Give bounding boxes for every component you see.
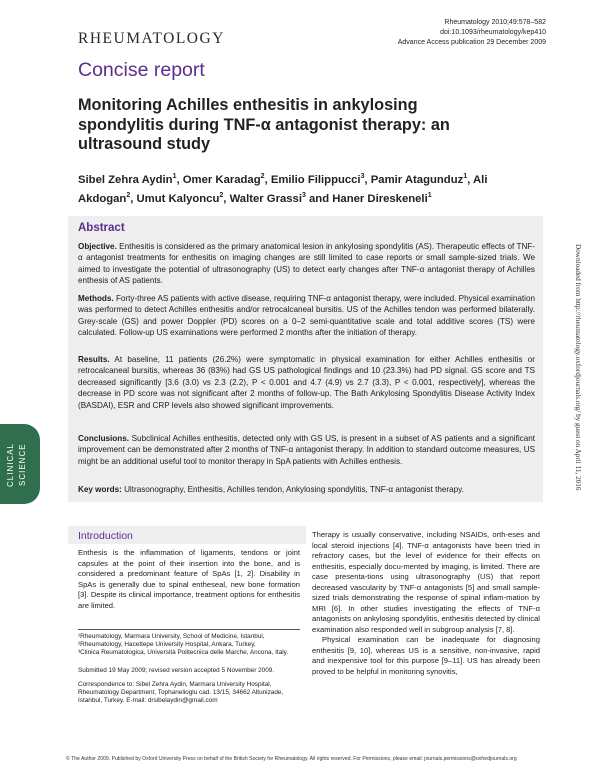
journal-name: RHEUMATOLOGY <box>78 30 225 47</box>
abstract-heading: Abstract <box>78 222 125 234</box>
submission-dates: Submitted 19 May 2009; revised version accepted 5 November 2009. <box>78 667 275 674</box>
body-paragraph: Physical examination can be inadequate for diagnosing enthesitis [9, 10], whereas US is a sensitive, non-invasive, rapid and inexpensive tool for this purpose [9–11]. US has already been proved to be helpful in monitoring synovitis, <box>312 635 540 676</box>
author-list: Sibel Zehra Aydin$^1$, Omer Karadag$^2$, Emilio Filippucci$^3$, Pamir Atagunduz$^1$, Ali Akdogan$^2$, Umut Kalyoncu$^2$, Walter Grassi$^3$ and Haner Direskeneli$^1$ <box>78 173 488 205</box>
author: Walter Grassi$^3$ <box>229 191 306 205</box>
author: Umut Kalyoncu$^2$ <box>136 191 224 205</box>
section-tab-label: CLINICAL SCIENCE <box>6 443 27 488</box>
right-column-text <box>312 530 540 677</box>
footnote-divider <box>78 629 300 630</box>
author: Haner Direskeneli$^1$ <box>332 191 432 205</box>
abstract-objective: Objective. Enthesitis is considered as the primary anatomical lesion in ankylosing spondylitis (AS). Therapeutic effects of TNF-α antagonist treatments for enthesitis on imaging changes are still limited to case reports or small sample-sized trials. We aimed to investigate the potential of ultrasonography (US) to detect early changes after TNF-α antagonist therapy of Achilles enthesis of AS patients. <box>78 242 535 286</box>
copyright-line: © The Author 2009. Published by Oxford University Press on behalf of the British Society for Rheumatology. All rights reserved. For Permissions, please email: journals.permissions@oxfordjournals.org <box>66 756 517 762</box>
author: Omer Karadag$^2$ <box>182 173 265 186</box>
abstract-results: Results. At baseline, 11 patients (26.2%) were symptomatic in physical examination for either Achilles enthesitis or retrocalcaneal bursitis, whereas 36 (83%) had GS US pathological findings and 10 (23.3%) had PD signal. GS score and TS decreased significantly [3.6 (3.0) vs 2.3 (2.2), P < 0.001 and 4.7 (4.9) vs 2.7 (3.3), P < 0.001, respectively], whereas the decrease in PD score was not significant after 2 months of follow-up. The Bath Ankylosing Spondylitis Disease Activity Index (BASDAI), ESR and CRP levels also showed significant improvements. <box>78 355 535 410</box>
correspondence: Correspondence to: Sibel Zehra Aydin, Marmara University Hospital, Rheumatology Department, Tophanelioglu cad. 13/15, 34662 Altunizade, Istanbul, Turkey. E-mail: drsibelaydin@gmail.com <box>78 681 284 705</box>
author: Sibel Zehra Aydin$^1$ <box>78 173 177 186</box>
introduction-heading: Introduction <box>78 530 133 542</box>
abstract-methods: Methods. Forty-three AS patients with active disease, requiring TNF-α antagonist therapy, were included. Physical examination was performed to detect Achilles enthesitis and/or retrocalcaneal bursitis. US of the Achilles tendon was performed bilaterally. Grey-scale (GS) and power Doppler (PD) scores on a 0–2 semi-quantitative scale and total additive scores (TS) were calculated. Follow-up US examinations were performed 2 months after the initiation of therapy. <box>78 294 535 338</box>
abstract-keywords: Key words: Ultrasonography, Enthesitis, Achilles tendon, Ankylosing spondylitis, TNF-α antagonist therapy. <box>78 485 464 494</box>
article-title: Monitoring Achilles enthesitis in ankylosing spondylitis during TNF-α antagonist therapy: an ultrasound study <box>78 96 450 153</box>
affiliation: ¹Rheumatology, Marmara University, School of Medicine, Istanbul, <box>78 633 265 640</box>
body-paragraph: Therapy is usually conservative, including NSAIDs, orth-eses and local steroid injections [4]. TNF-α antagonists have been tried in refractory cases, but the level of evidence for their effects on enthesitis, especially docu-mented by imaging, is limited. There are case presenta-tions using ultrasonography (US) that report decreased vascularity by TNF-α antagonists [5] and small sample-sized trials demonstrating the response of spinal inflam-mation by MRI [6]. In other studies investigating the effects of TNF-α antagonists on ankylosing spondylitis, enthesitis detected by clinical examination also responded well in subgroup analysis [7, 8]. <box>312 530 540 634</box>
citation-line: Rheumatology 2010;49:578–582 <box>444 19 546 26</box>
doi-line[interactable]: doi:10.1093/rheumatology/kep410 <box>440 29 546 36</box>
introduction-text: Enthesis is the inflammation of ligaments, tendons or joint capsules at the point of their insertion into the bone, and is considered a predominant feature of SpAs [1, 2]. Disability in SpAs is generally due to spinal entheseal, new bone formation [3]. Despite its clinical importance, treatment options for enthesitis are limited. <box>78 548 300 610</box>
author: Pamir Atagunduz$^1$ <box>370 173 468 186</box>
abstract-conclusions: Conclusions. Subclinical Achilles enthesitis, detected only with GS US, is present in a subset of AS patients and a significant improvement can be demonstrated after 2 months of TNF-α antagonist therapy. In addition to standard outcome measures, US might be an additional useful tool to monitor therapy in SpA patients with Achilles enthesis. <box>78 434 535 466</box>
author: Emilio Filippucci$^3$ <box>270 173 365 186</box>
article-type: Concise report <box>78 59 205 81</box>
affiliation-list <box>78 633 300 658</box>
download-note: Downloaded from http://rheumatology.oxfordjournals.org/ by guest on April 11, 2016 <box>574 244 582 491</box>
affiliation: ³Clinica Reumatologica, Università Politecnica delle Marche, Ancona, Italy. <box>78 649 289 657</box>
affiliation: ²Rheumatology, Hacettepe University Hospital, Ankara, Turkey, <box>78 641 256 649</box>
author: Ali Akdogan$^2$ <box>78 173 488 205</box>
advance-access-line: Advance Access publication 29 December 2009 <box>397 39 546 46</box>
